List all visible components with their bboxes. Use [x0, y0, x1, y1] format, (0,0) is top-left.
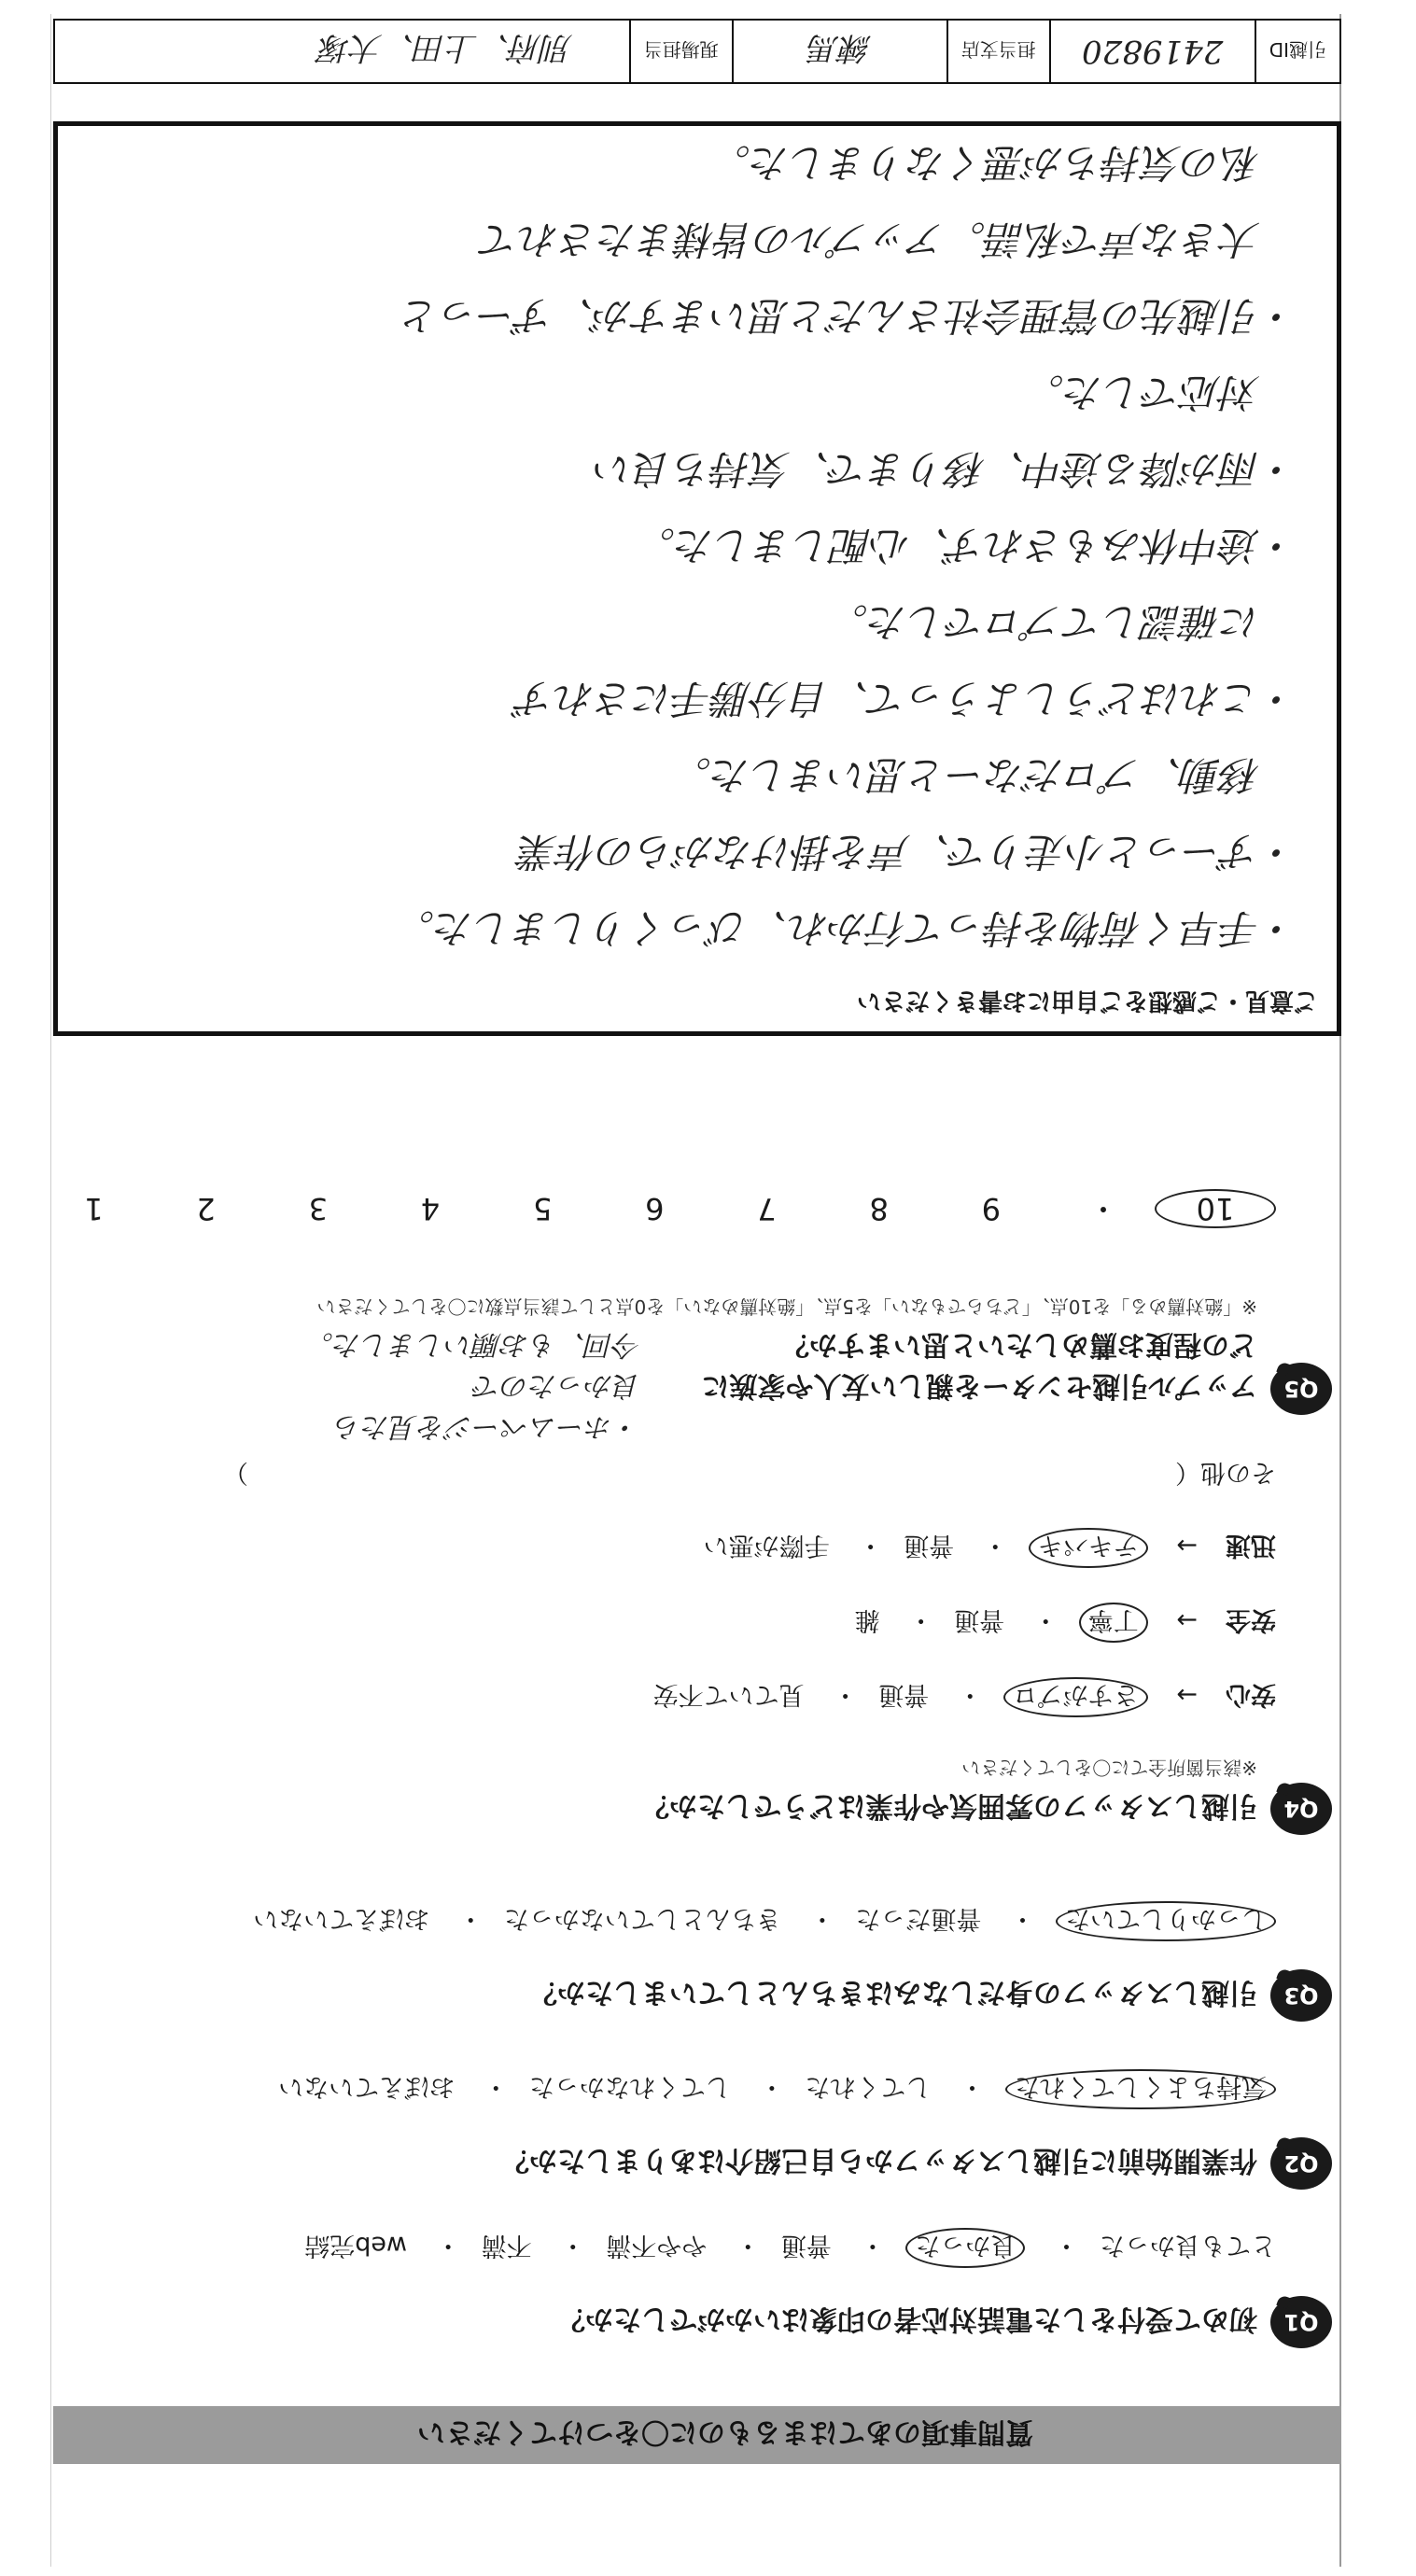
q4-row-label: 安全 — [1226, 1605, 1276, 1634]
q3-option[interactable]: 普通だった — [855, 1904, 982, 1933]
q4-row-label: 安心 — [1226, 1680, 1276, 1709]
scale-value[interactable]: 7 — [757, 1191, 777, 1226]
q4-other-label: その他（ — [1175, 1458, 1276, 1487]
recommend-scale: 10・ 9 8 7 6 5 4 3 2 1 — [0, 1189, 1276, 1232]
q2-badge: Q2 — [1270, 2137, 1332, 2190]
scale-value[interactable]: 1 — [84, 1191, 104, 1226]
comment-line: ・途中休みもされず、心配しました。 — [636, 523, 1299, 568]
comment-line: 対応でした。 — [1024, 370, 1299, 415]
q5-note: ※「絶対薦める」を10点、「どちらでもない」を5点、「絶対薦めない」を0点として該当点数に〇をしてください — [316, 1295, 1257, 1318]
branch-value: 練馬 — [732, 21, 946, 82]
q4-option[interactable]: 普通 — [878, 1680, 930, 1709]
q4-row-label: 迅速 — [1226, 1531, 1276, 1560]
branch-label: 担当支店 — [946, 21, 1049, 82]
q3-text: 引越しスタッフの身だしなみはきちんとしていましたか？ — [529, 1976, 1257, 2009]
q2-option[interactable]: おぼえていない — [278, 2072, 456, 2101]
q3-options: しっかりしていた・ 普通だった・ きちんとしていなかった・ おぼえていない — [232, 1901, 1276, 1941]
q3-badge: Q3 — [1270, 1969, 1332, 2022]
q4-row-anshin: 安心→ さすがプロ・ 普通・ 見ていて不安 — [633, 1677, 1276, 1717]
q5-handwritten-note — [305, 1323, 641, 1447]
q5-text: アップル引越センターを親しい友人や家族に — [701, 1369, 1257, 1402]
question-q4 — [641, 1756, 1319, 1829]
q4-note: ※該当箇所全てに〇をしてください — [961, 1757, 1257, 1779]
q4-option[interactable]: 雑 — [854, 1605, 880, 1634]
scale-value[interactable] — [0, 1191, 33, 1226]
comment-line: に確認してプロでした。 — [828, 599, 1299, 645]
comment-line: 移動、プロだなーと思いました。 — [671, 752, 1299, 798]
comment-text — [95, 124, 1299, 966]
q1-badge: Q1 — [1270, 2296, 1332, 2348]
scale-value[interactable]: 9 — [981, 1191, 1002, 1226]
scale-value[interactable]: 2 — [196, 1191, 216, 1226]
scale-value[interactable]: 3 — [308, 1191, 328, 1226]
comment-line: ・ずーっと小走りで、声を掛けながらの作業 — [518, 829, 1299, 875]
q2-option[interactable]: してくれた — [805, 2072, 932, 2101]
q5-badge: Q5 — [1270, 1363, 1332, 1415]
q4-option-selected[interactable]: 丁寧 — [1079, 1603, 1148, 1643]
q1-option[interactable]: 普通 — [780, 2231, 832, 2260]
comment-line: ・これはどうしようって、自分勝手にされず — [515, 676, 1299, 721]
q4-badge: Q4 — [1270, 1783, 1332, 1835]
comment-line: ・雨が降る途中、移りまで、気持ち良い — [594, 446, 1299, 492]
q1-option[interactable]: やや不満 — [606, 2231, 708, 2260]
person-label: 現場担当 — [629, 21, 732, 82]
instruction-text: 質問事項のあてはまるものに〇をつけてください — [417, 2415, 1033, 2448]
comment-line: ・手早く荷物を持って行かれ、びっくりしました。 — [395, 905, 1299, 951]
move-id-table — [53, 19, 1341, 84]
q1-text: 初めて受付をした電話対応者の印象はいかがでしたか？ — [557, 2303, 1257, 2335]
q1-option[interactable]: 不満 — [481, 2231, 532, 2260]
q4-option-selected[interactable]: テキパキ — [1029, 1528, 1148, 1568]
comment-line: ・引越先の管理会社さんだと思いますが、ずーっと — [400, 293, 1299, 339]
q2-text: 作業開始前に引越しスタッフから自己紹介はありましたか？ — [501, 2144, 1257, 2177]
comment-box — [53, 121, 1341, 1036]
scale-value[interactable]: 4 — [420, 1191, 441, 1226]
q1-option[interactable]: とても良かった — [1100, 2231, 1276, 2260]
comment-line: 大きな声で私語。アップルの皆様またされて — [480, 217, 1299, 262]
q4-option[interactable]: 手際が悪い — [703, 1531, 830, 1560]
q4-option-selected[interactable]: さすがプロ — [1003, 1677, 1148, 1717]
q2-options: 気持ちよくしてくれた・ してくれた・ してくれなかった・ おぼえていない — [258, 2069, 1276, 2109]
q1-options: とても良かった・ 良かった・ 普通・ やや不満・ 不満・ web完結 — [284, 2228, 1276, 2268]
q2-option-selected[interactable]: 気持ちよくしてくれた — [1005, 2069, 1276, 2109]
scale-value[interactable]: 8 — [869, 1191, 889, 1226]
q3-option[interactable]: おぼえていない — [253, 1904, 430, 1933]
q1-option[interactable]: web完結 — [304, 2231, 408, 2260]
q4-other-close: ） — [223, 1458, 248, 1487]
comment-line: 私の気持ちが悪くなりました。 — [710, 140, 1299, 186]
q4-text: 引越しスタッフの雰囲気や作業はどうでしたか？ — [641, 1789, 1257, 1822]
scale-value-selected[interactable]: 10 — [1155, 1189, 1276, 1228]
q4-row-jinsoku: 迅速→ テキパキ・ 普通・ 手際が悪い — [683, 1528, 1276, 1568]
q5-handwritten-line: 今回、もお願いしました。 — [305, 1328, 641, 1361]
id-value: 2419820 — [1049, 21, 1255, 82]
q4-option[interactable]: 普通 — [954, 1605, 1005, 1634]
comment-title: ご意見・ご感想をご自由にお書きください — [856, 987, 1318, 1015]
q4-row-anzen: 安全→ 丁寧・ 普通・ 雑 — [834, 1603, 1276, 1643]
q5-text-line2: どの程度お薦めしたいと思いますか？ — [781, 1328, 1257, 1361]
q5-handwritten-line: ・ホームページを見たら — [333, 1410, 641, 1443]
q3-option-selected[interactable]: しっかりしていた — [1056, 1901, 1276, 1941]
q3-option[interactable]: きちんとしていなかった — [503, 1904, 781, 1933]
id-label: 引越ID — [1255, 21, 1339, 82]
question-q1 — [557, 2302, 1319, 2343]
person-value: 別府、上田、大塚 — [318, 29, 573, 67]
question-q2 — [501, 2143, 1319, 2184]
scale-value[interactable]: 5 — [532, 1191, 553, 1226]
q2-option[interactable]: してくれなかった — [528, 2072, 731, 2101]
instruction-banner — [53, 2406, 1341, 2464]
question-q3 — [529, 1975, 1319, 2016]
q4-option[interactable]: 普通 — [904, 1531, 955, 1560]
scale-value[interactable]: 6 — [645, 1191, 665, 1226]
q5-handwritten-line: 良かったので — [473, 1369, 641, 1402]
q4-option[interactable]: 見ていて不安 — [652, 1680, 805, 1709]
q4-other — [203, 1457, 1276, 1493]
q1-option-selected[interactable]: 良かった — [905, 2228, 1025, 2268]
